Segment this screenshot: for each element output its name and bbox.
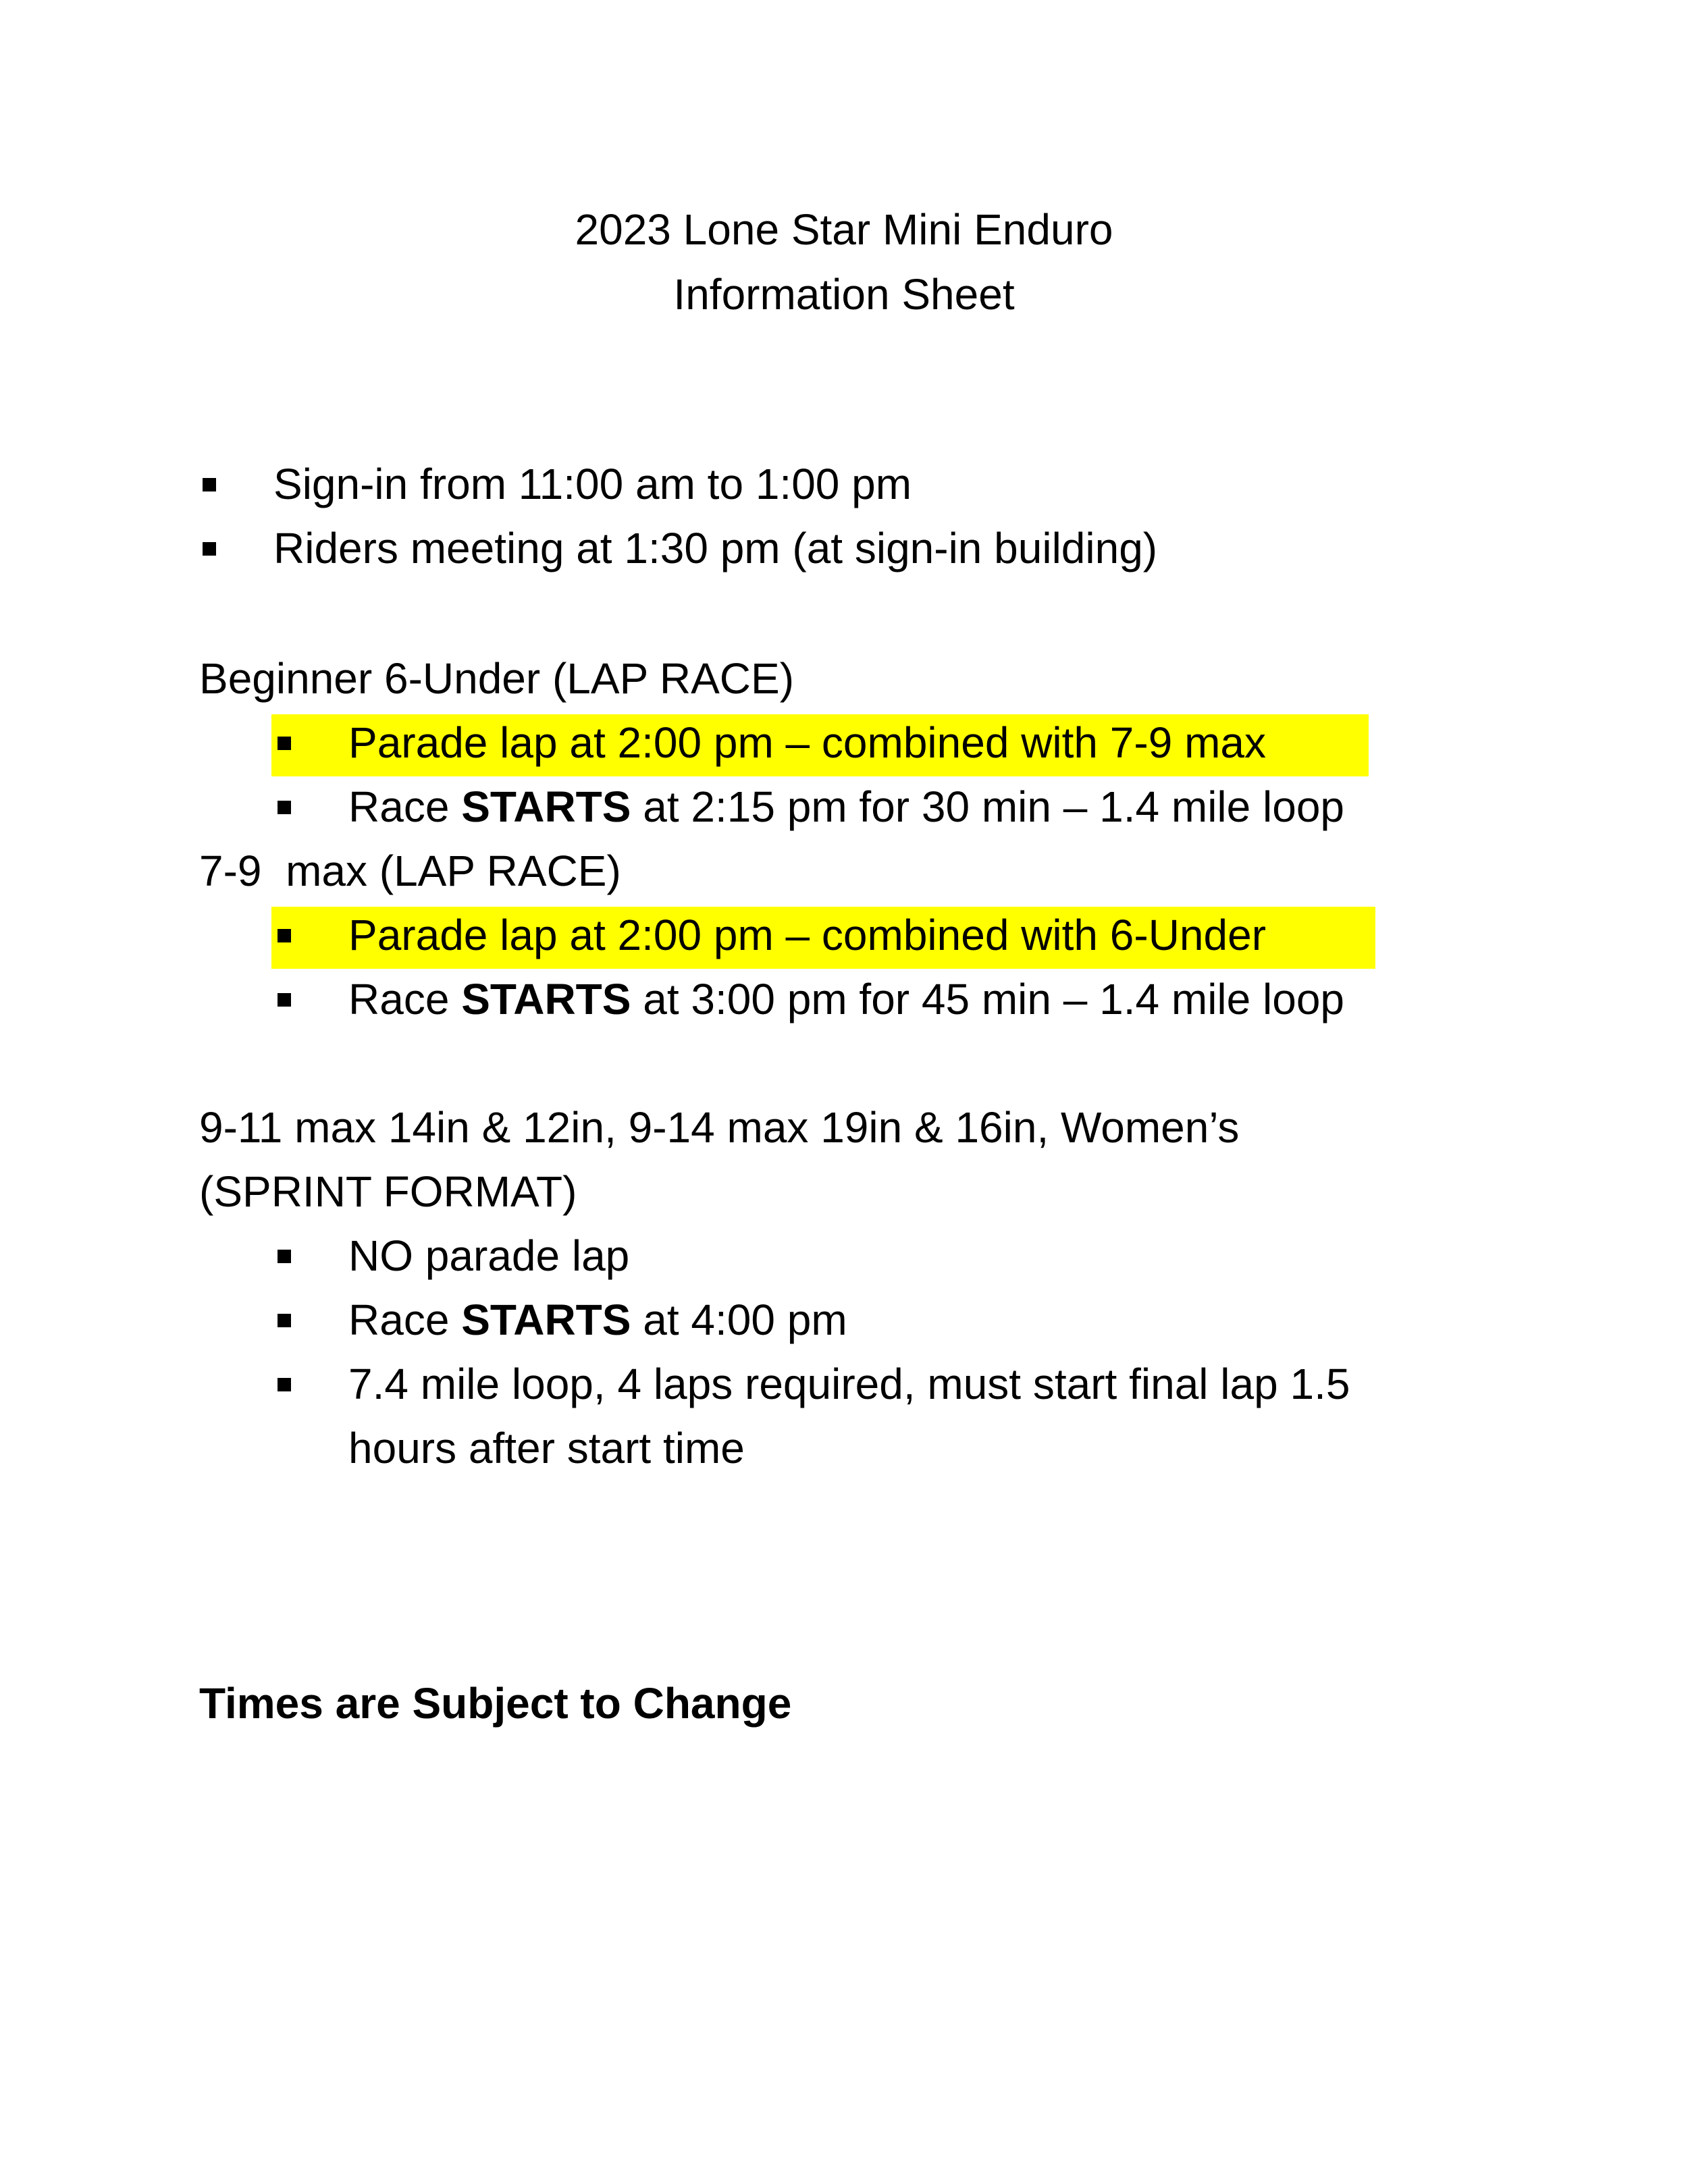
sprint-race-item: Race STARTS at 4:00 pm (348, 1296, 847, 1344)
bullet-icon (278, 1378, 291, 1391)
beginner-heading: Beginner 6-Under (LAP RACE) (199, 654, 794, 703)
sprint-loop-item-line2: hours after start time (348, 1424, 745, 1472)
times-subject-to-change: Times are Subject to Change (199, 1679, 792, 1728)
bullet-icon (278, 929, 291, 942)
page-subtitle: Information Sheet (673, 270, 1015, 319)
bullet-icon (278, 1250, 291, 1263)
bullet-icon (203, 478, 216, 491)
page-title: 2023 Lone Star Mini Enduro (575, 205, 1113, 254)
sprint-heading-line1: 9-11 max 14in & 12in, 9-14 max 19in & 16in, Women’s (199, 1103, 1240, 1152)
beginner-parade-item: Parade lap at 2:00 pm – combined with 7-9 max (348, 718, 1266, 767)
seven-nine-parade-item: Parade lap at 2:00 pm – combined with 6-Under (348, 911, 1266, 959)
seven-nine-heading: 7-9 max (LAP RACE) (199, 847, 621, 895)
bullet-icon (203, 542, 216, 556)
bullet-icon (278, 1314, 291, 1327)
seven-nine-race-item: Race STARTS at 3:00 pm for 45 min – 1.4 mile loop (348, 975, 1344, 1023)
signin-item: Sign-in from 11:00 am to 1:00 pm (273, 460, 912, 508)
bullet-icon (278, 801, 291, 814)
sprint-loop-item-line1: 7.4 mile loop, 4 laps required, must start final lap 1.5 (348, 1360, 1350, 1408)
bullet-icon (278, 737, 291, 750)
sprint-heading-line2: (SPRINT FORMAT) (199, 1167, 577, 1216)
bullet-icon (278, 993, 291, 1007)
sprint-parade-item: NO parade lap (348, 1231, 630, 1280)
beginner-race-item: Race STARTS at 2:15 pm for 30 min – 1.4 mile loop (348, 782, 1344, 831)
riders-meeting-item: Riders meeting at 1:30 pm (at sign-in building) (273, 524, 1158, 572)
